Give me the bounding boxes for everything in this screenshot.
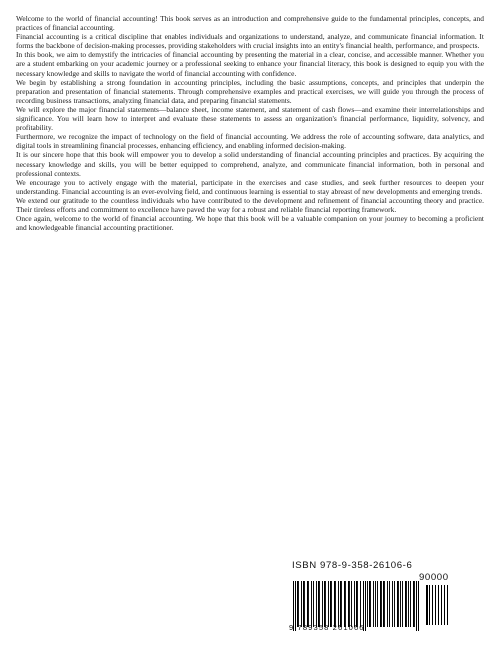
barcode-bar (402, 581, 403, 627)
barcode-bar (405, 581, 407, 627)
barcode-bar (377, 581, 378, 627)
barcode-bar (394, 581, 395, 627)
barcode-bar (303, 581, 305, 627)
barcode-bar (356, 581, 358, 627)
barcode-bar (380, 581, 382, 627)
barcode (289, 571, 451, 633)
paragraph-5: We will explore the major financial statements—balance sheet, income statement, and statement of cash flows—and examine their interrelationships and significance. You will learn how to interpret and evaluate these statements to assess an organization's financial performance, liquidity, solvency, and profitability. (16, 104, 484, 133)
paragraph-9: We extend our gratitude to the countless individuals who have contributed to the development and refinement of financial accounting theory and practice. Their tireless efforts and commitment to excellence have paved the way for a robust and reliable financial reporting framework. (16, 195, 484, 214)
barcode-bar (334, 581, 336, 627)
isbn-label: ISBN 978-9-358-26106-6 (292, 560, 413, 571)
barcode-bar (375, 581, 376, 627)
barcode-bar (307, 581, 309, 627)
barcode-bar (324, 581, 326, 627)
paragraph-7: It is our sincere hope that this book will empower you to develop a solid understanding of financial accounting principles and practices. By acquiring the necessary knowledge and skills, you will be better equipped to comprehend, analyze, and communicate financial information, both in personal and professional contexts. (16, 150, 484, 178)
paragraph-1: Welcome to the world of financial accounting! This book serves as an introduction and comprehensive guide to the fundamental principles, concepts, and practices of financial accounting. (16, 14, 484, 33)
barcode-bar (387, 581, 388, 627)
barcode-bar (432, 585, 433, 625)
paragraph-4: We begin by establishing a strong foundation in accounting principles, including the basic assumptions, concepts, and principles that underpin the preparation and presentation of financial statements. Through comprehensive examples and practical exercises, we will guide you through the process of recording business transactions, analyzing financial data, and preparing financial statements. (16, 77, 484, 105)
barcode-bar (426, 585, 428, 625)
paragraph-6: Furthermore, we recognize the impact of technology on the field of financial accounting. We address the role of accounting software, data analytics, and digital tools in streamlining financial processes, enhancing efficiency, and enabling informed decision-making. (16, 132, 484, 151)
barcode-bar (429, 585, 430, 625)
barcode-bar (435, 585, 436, 625)
barcode-bar (373, 581, 374, 627)
barcode-bar (316, 581, 317, 627)
barcode-bar (447, 585, 448, 625)
barcode-bar (354, 581, 355, 627)
barcode-bar (438, 585, 439, 625)
blurb (16, 14, 484, 232)
barcode-bar (413, 581, 415, 627)
paragraph-3: In this book, we aim to demystify the intricacies of financial accounting by presenting the material in a clear, concise, and accessible manner. Whether you are a student embarking on your academic journey or a professional seeking to enhance your financial literacy, this book is designed to equip you with the necessary knowledge and skills to navigate the world of financial accounting with confidence. (16, 50, 484, 78)
paragraph-8: We encourage you to actively engage with the material, participate in the exercises and case studies, and seek further resources to deepen your understanding. Financial accounting is an ever-evolving field, and continuous learning is essential to stay abreast of new developments and emerging trends. (16, 177, 484, 196)
barcode-bar (301, 581, 302, 627)
barcode-bar (322, 581, 323, 627)
barcode-bar (340, 581, 342, 627)
barcode-bar (397, 581, 399, 627)
barcode-digits: 9 789358 261066 (289, 623, 365, 632)
barcode-bar (444, 585, 445, 625)
barcode-bar (318, 581, 320, 627)
barcode-bar (311, 581, 312, 627)
barcode-bar (408, 581, 409, 627)
barcode-bar (389, 581, 390, 627)
barcode-bar (344, 581, 346, 627)
barcode-bar (383, 581, 385, 627)
barcode-bar (410, 581, 411, 627)
barcode-bar (400, 581, 401, 627)
barcode-bar (441, 585, 442, 625)
barcode-bar (297, 581, 299, 627)
paragraph-10: Once again, welcome to the world of financial accounting. We hope that this book will be a valuable companion on your journey to becoming a proficient and knowledgeable financial accounting practitioner. (16, 214, 484, 233)
barcode-bar (313, 581, 314, 627)
barcode-bar (360, 581, 361, 627)
paragraph-2: Financial accounting is a critical discipline that enables individuals and organizations to understand, analyze, and communicate financial information. It forms the backbone of decision-making processes, providing stakeholders with crucial insights into an entity's financial health, performance, and prospects. (16, 32, 484, 51)
barcode-bar (348, 581, 350, 627)
barcode-bar (367, 581, 368, 627)
barcode-bar (369, 581, 371, 627)
barcode-bars (289, 571, 451, 631)
barcode-bar (330, 581, 332, 627)
barcode-bar (338, 581, 339, 627)
barcode-bar (328, 581, 329, 627)
barcode-bar (351, 581, 352, 627)
price-code: 90000 (419, 572, 449, 583)
barcode-bar (392, 581, 393, 627)
